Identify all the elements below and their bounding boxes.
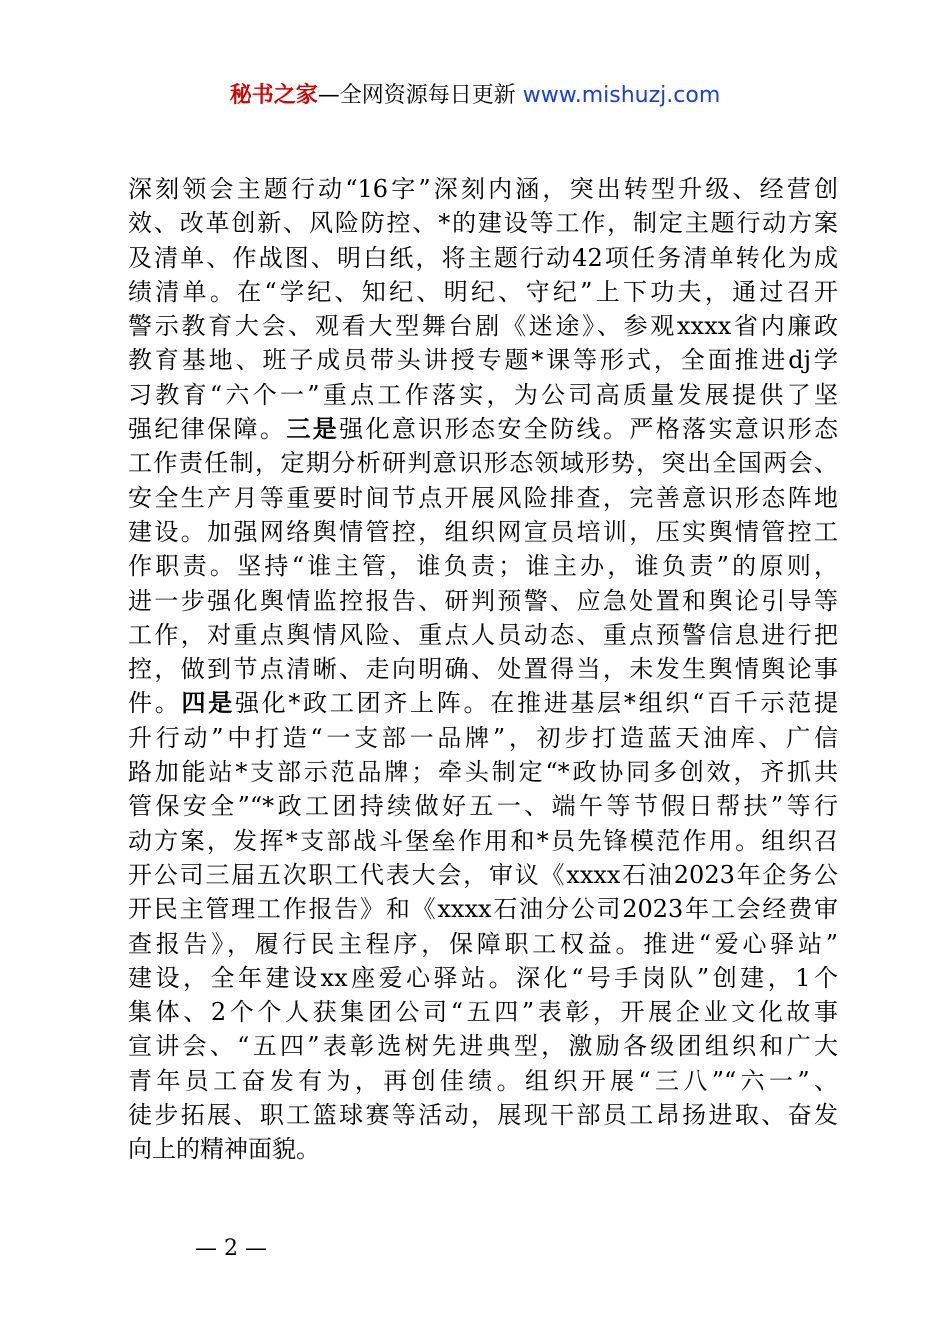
body-line [128, 309, 838, 343]
body-line [128, 824, 838, 858]
body-line [128, 961, 838, 995]
text-run: 控，做到节点清晰、走向明确、处置得当，未发生舆情舆论事 [128, 655, 838, 684]
text-run: 工作责任制，定期分析研判意识形态领域形势，突出全国两会、 [128, 449, 838, 478]
body-line [128, 1132, 838, 1166]
section-label: 三是 [286, 415, 340, 444]
body-line [128, 275, 838, 309]
text-run: 教育基地、班子成员带头讲授专题*课等形式，全面推进dj学 [128, 346, 838, 375]
text-run: 件。 [128, 689, 182, 718]
page-header [0, 80, 950, 112]
body-line [128, 858, 838, 892]
body-line [128, 172, 838, 206]
body-line [128, 549, 838, 583]
section-label: 四是 [181, 689, 235, 718]
text-run: 强纪律保障。 [128, 415, 287, 444]
text-run: 集体、2个个人获集团公司“五四”表彰，开展企业文化故事 [128, 998, 838, 1027]
body-text [128, 172, 838, 1167]
page-number: — 2 — [195, 1236, 267, 1261]
body-line [128, 686, 838, 720]
text-run: 习教育“六个一”重点工作落实，为公司高质量发展提供了坚 [128, 380, 838, 409]
text-run: 查报告》，履行民主程序，保障职工权益。推进“爱心驿站” [128, 929, 838, 958]
body-line [128, 652, 838, 686]
text-run: 警示教育大会、观看大型舞台剧《迷途》、参观xxxx省内廉政 [128, 312, 838, 341]
body-line [128, 755, 838, 789]
text-run: 向上的精神面貌。 [128, 1135, 320, 1164]
body-line [128, 1064, 838, 1098]
site-slogan: —全网资源每日更新 [317, 83, 516, 108]
text-run: 开公司三届五次职工代表大会，审议《xxxx石油2023年企务公 [128, 860, 838, 889]
body-line [128, 446, 838, 480]
text-run: 进一步强化舆情监控报告、研判预警、应急处置和舆论引导等 [128, 586, 838, 615]
text-run: 强化意识形态安全防线。严格落实意识形态 [339, 415, 839, 444]
text-run: 升行动”中打造“一支部一品牌”，初步打造蓝天油库、广信 [128, 723, 838, 752]
body-line [128, 584, 838, 618]
text-run: 工作，对重点舆情风险、重点人员动态、重点预警信息进行把 [128, 620, 838, 649]
body-line [128, 515, 838, 549]
text-run: 路加能站*支部示范品牌；牵头制定“*政协同多创效，齐抓共 [128, 758, 838, 787]
body-line [128, 241, 838, 275]
text-run: 开民主管理工作报告》和《xxxx石油分公司2023年工会经费审 [128, 895, 838, 924]
body-line [128, 343, 838, 377]
body-line [128, 789, 838, 823]
site-name: 秘书之家 [229, 83, 318, 108]
text-run: 徒步拓展、职工篮球赛等活动，展现干部员工昂扬进取、奋发 [128, 1101, 838, 1130]
body-line [128, 1029, 838, 1063]
text-run: 建设，全年建设xx座爱心驿站。深化“号手岗队”创建，1个 [128, 963, 838, 992]
text-run: 青年员工奋发有为，再创佳绩。组织开展“三八”“六一”、 [128, 1066, 838, 1095]
text-run: 宣讲会、“五四”表彰选树先进典型，激励各级团组织和广大 [128, 1032, 838, 1061]
text-run: 动方案，发挥*支部战斗堡垒作用和*员先锋模范作用。组织召 [128, 826, 838, 855]
text-run: 效、改革创新、风险防控、*的建设等工作，制定主题行动方案 [128, 209, 838, 238]
text-run: 管保安全”“*政工团持续做好五一、端午等节假日帮扶”等行 [128, 792, 838, 821]
body-line [128, 721, 838, 755]
text-run: 安全生产月等重要时间节点开展风险排查，完善意识形态阵地 [128, 483, 838, 512]
body-line [128, 927, 838, 961]
body-line [128, 618, 838, 652]
text-run: 作职责。坚持“谁主管，谁负责；谁主办，谁负责”的原则， [128, 552, 838, 581]
body-line [128, 481, 838, 515]
text-run: 强化*政工团齐上阵。在推进基层*组织“百千示范提 [234, 689, 839, 718]
text-run: 绩清单。在“学纪、知纪、明纪、守纪”上下功夫，通过召开 [128, 277, 838, 306]
body-line [128, 206, 838, 240]
body-line [128, 1098, 838, 1132]
body-line [128, 892, 838, 926]
text-run: 深刻领会主题行动“16字”深刻内涵，突出转型升级、经营创 [128, 175, 838, 203]
text-run: 及清单、作战图、明白纸，将主题行动42项任务清单转化为成 [128, 243, 838, 272]
body-line [128, 995, 838, 1029]
body-line [128, 378, 838, 412]
body-line [128, 412, 838, 446]
text-run: 建设。加强网络舆情管控，组织网宣员培训，压实舆情管控工 [128, 517, 838, 546]
site-url-link[interactable]: www.mishuzj.com [522, 83, 721, 108]
